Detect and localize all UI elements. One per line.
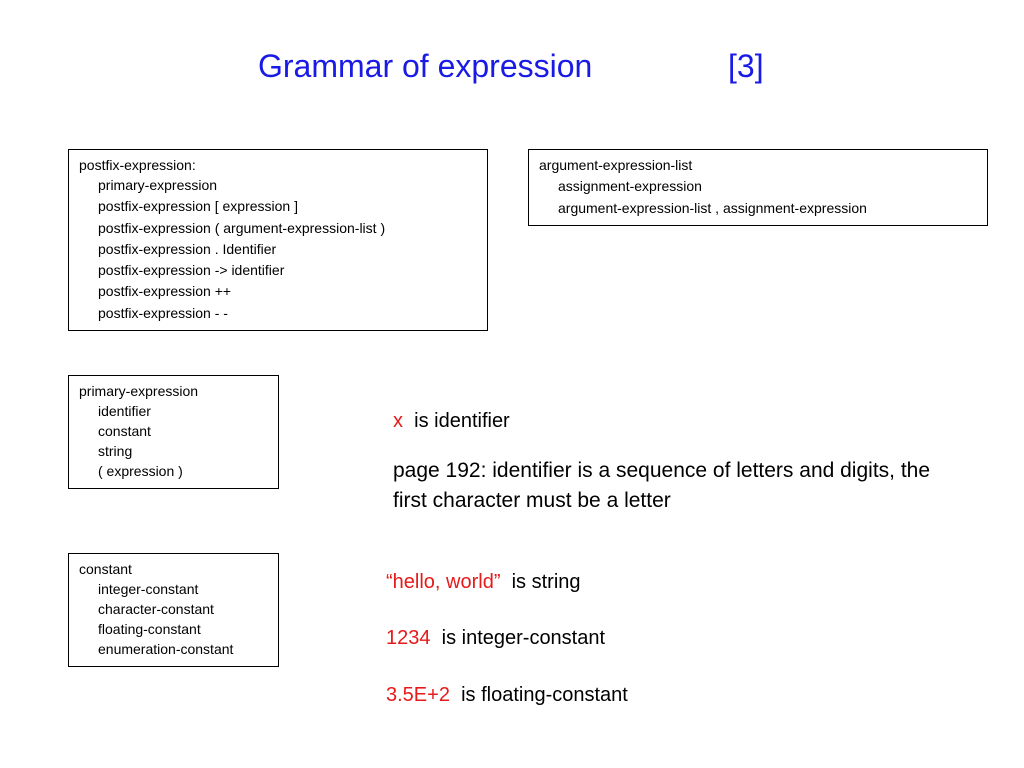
grammar-head: constant (79, 561, 132, 577)
example-token: 1234 (386, 627, 431, 649)
grammar-rule: postfix-expression ( argument-expression-list ) (98, 219, 386, 236)
grammar-rule: enumeration-constant (98, 641, 234, 657)
grammar-rule: constant (98, 423, 151, 439)
slide-title: Grammar of expression (258, 48, 593, 84)
grammar-rule: argument-expression-list , assignment-expression (558, 200, 867, 216)
grammar-rule: postfix-expression -> identifier (98, 262, 285, 279)
grammar-rule: postfix-expression - - (98, 304, 228, 321)
constant-grammar-box (68, 553, 279, 667)
grammar-rule: string (98, 443, 133, 459)
slide-number: [3] (728, 48, 764, 84)
grammar-head: postfix-expression: (79, 157, 196, 173)
postfix-expression-grammar-box (68, 149, 488, 331)
example-text: is integer-constant (441, 627, 606, 649)
grammar-rule: postfix-expression [ expression ] (98, 198, 298, 215)
grammar-head: argument-expression-list (539, 157, 693, 173)
argument-expression-list-grammar-box (528, 149, 988, 226)
example-text: is floating-constant (461, 684, 628, 706)
example-token: 3.5E+2 (386, 684, 450, 706)
grammar-rule: integer-constant (98, 581, 199, 597)
grammar-head: primary-expression (79, 383, 199, 399)
grammar-rule: postfix-expression ++ (98, 283, 232, 300)
example-text: is string (511, 571, 581, 593)
example-text: is identifier (414, 410, 510, 432)
grammar-rule: character-constant (98, 601, 214, 617)
example-token: “hello, world” (386, 571, 501, 593)
grammar-rule: assignment-expression (558, 178, 702, 194)
floating-example (386, 684, 628, 707)
primary-expression-grammar-box (68, 375, 279, 489)
identifier-definition-note: page 192: identifier is a sequence of letters and digits, the first character must be a letter (393, 459, 931, 512)
integer-example (386, 627, 605, 650)
identifier-example (393, 410, 510, 433)
string-example (386, 571, 581, 594)
grammar-rule: primary-expression (98, 177, 218, 193)
grammar-rule: postfix-expression . Identifier (98, 240, 277, 257)
grammar-rule: floating-constant (98, 621, 201, 637)
grammar-rule: ( expression ) (98, 463, 183, 479)
example-token: x (393, 410, 403, 432)
grammar-rule: identifier (98, 403, 151, 419)
